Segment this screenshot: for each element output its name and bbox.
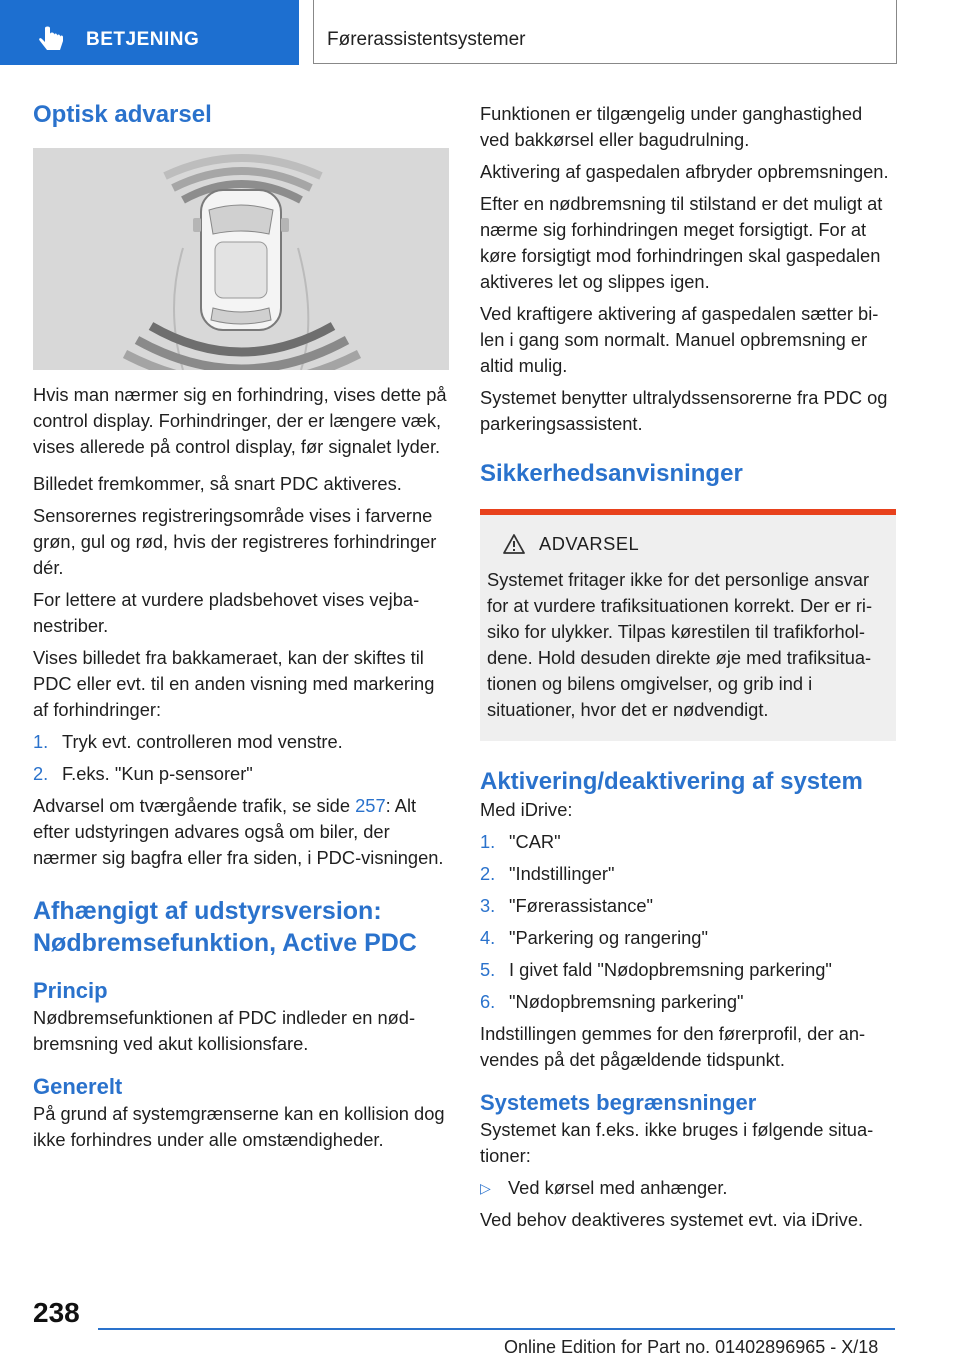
step-number: 5. — [480, 959, 496, 980]
paragraph-cross-traffic — [33, 793, 449, 871]
paragraph: Efter en nødbremsning til stilstand er det muligt at nærme sig forhindringen meget forsigtigt. For at køre forsigtigt mod forhindringen skal gaspedalen aktiveres let og slippes igen. — [480, 193, 883, 292]
footer-divider — [98, 1328, 895, 1330]
hand-pointer-icon — [36, 26, 70, 56]
warning-header — [487, 531, 888, 557]
step-text: "CAR" — [509, 831, 561, 852]
bullet-item — [480, 1175, 896, 1201]
list-item — [480, 989, 896, 1015]
list-item — [33, 729, 449, 755]
parking-sensor-car-illustration — [33, 148, 449, 370]
princip-heading: Princip — [33, 978, 108, 1003]
list-item — [480, 957, 896, 983]
paragraph: Hvis man nærmer sig en forhindring, vises dette på control display. Forhindringer, der er længere væk, vises allerede på control display, før signalet lyder. — [33, 384, 447, 457]
step-list — [33, 729, 449, 787]
section-tab — [0, 0, 299, 65]
edition-text: Online Edition for Part no. 01402896965 - X/18 — [504, 1337, 879, 1357]
step-number: 1. — [33, 731, 49, 752]
left-column — [33, 100, 449, 1153]
step-number: 1. — [480, 831, 496, 852]
step-text: "Førerassistance" — [509, 895, 654, 916]
chapter-title: Førerassistentsystemer — [327, 29, 526, 50]
paragraph: Indstillingen gemmes for den førerprofil, der anvendes på det pågældende tidspunkt. — [480, 1023, 866, 1070]
afhaengigt-heading: Afhængigt af udstyrsversion: Nødbremsefunktion, Active PDC — [33, 897, 417, 957]
step-text: "Nødopbremsning parkering" — [509, 991, 744, 1012]
page-link-257[interactable]: 257 — [355, 795, 386, 816]
paragraph: Funktionen er tilgængelig under ganghastighed ved bakkørsel eller bagudrulning. — [480, 103, 863, 150]
aktivering-heading: Aktivering/deaktivering af system — [480, 768, 863, 795]
warning-triangle-icon — [503, 534, 525, 554]
warning-box — [480, 509, 896, 741]
list-item — [33, 761, 449, 787]
warning-title: ADVARSEL — [539, 533, 640, 554]
paragraph: Systemet benytter ultralydssensorerne fra PDC og parkeringsassistent. — [480, 387, 888, 434]
list-item — [480, 861, 896, 887]
section-label: BETJENING — [86, 29, 200, 50]
list-item — [480, 829, 896, 855]
step-number: 2. — [480, 863, 496, 884]
step-number: 3. — [480, 895, 496, 916]
generelt-heading: Generelt — [33, 1074, 123, 1099]
paragraph: Med iDrive: — [480, 799, 573, 820]
optisk-advarsel-heading: Optisk advarsel — [33, 101, 212, 128]
paragraph: Systemet kan f.eks. ikke bruges i følgende situationer: — [480, 1119, 874, 1166]
paragraph: Sensorernes registreringsområde vises i farverne grøn, gul og rød, hvis der registreres forhindringer dér. — [33, 505, 437, 578]
warning-text: Systemet fritager ikke for det personlige ansvar for at vurdere trafiksituationen korrekt. Der er risiko for ulykker. Tilpas kørestilen til trafikforholdene. Hold desuden direkte øje med trafiksituationen og bilens omgivelser, og grib ind i situationer, hvor det er nødvendigt. — [487, 569, 873, 720]
text: : Alt efter udstyringen advares også om biler, der nærmer sig bagfra eller fra siden, i PDC-visningen. — [33, 795, 444, 868]
step-text: "Parkering og rangering" — [509, 927, 708, 948]
parking-sensor-graphic — [33, 148, 449, 370]
page-number: 238 — [33, 1297, 80, 1328]
step-number: 2. — [33, 763, 49, 784]
list-item — [480, 925, 896, 951]
right-column — [480, 101, 896, 1233]
paragraph: Ved behov deaktiveres systemet evt. via iDrive. — [480, 1209, 864, 1230]
paragraph: Nødbremsefunktionen af PDC indleder en nødbremsning ved akut kollisionsfare. — [33, 1007, 416, 1054]
text: Advarsel om tværgående trafik, se side — [33, 795, 356, 816]
bullet-marker: ▷ — [480, 1180, 491, 1196]
paragraph: Ved kraftigere aktivering af gaspedalen sætter bilen i gang som normalt. Manuel opbremsning er altid mulig. — [480, 303, 879, 376]
paragraph: Vises billedet fra bakkameraet, kan der skiftes til PDC eller evt. til en anden visning med markering af forhindringer: — [33, 647, 435, 720]
step-number: 6. — [480, 991, 496, 1012]
begraensninger-heading: Systemets begrænsninger — [480, 1090, 757, 1115]
step-number: 4. — [480, 927, 496, 948]
sikkerhed-heading: Sikkerhedsanvisninger — [480, 460, 743, 487]
chapter-header — [313, 0, 897, 64]
bullet-text: Ved kørsel med anhænger. — [508, 1177, 728, 1198]
step-text: F.eks. "Kun p-sensorer" — [62, 763, 253, 784]
paragraph: På grund af systemgrænserne kan en kollision dog ikke forhindres under alle omstændigheder. — [33, 1103, 445, 1150]
paragraph: For lettere at vurdere pladsbehovet vises vejbanestriber. — [33, 589, 420, 636]
step-text: "Indstillinger" — [509, 863, 615, 884]
list-item — [480, 893, 896, 919]
step-text: Tryk evt. controlleren mod venstre. — [62, 731, 343, 752]
paragraph: Billedet fremkommer, så snart PDC aktiveres. — [33, 473, 402, 494]
step-text: I givet fald "Nødopbremsning parkering" — [509, 959, 832, 980]
idrive-step-list — [480, 829, 896, 1015]
paragraph: Aktivering af gaspedalen afbryder opbremsningen. — [480, 161, 889, 182]
